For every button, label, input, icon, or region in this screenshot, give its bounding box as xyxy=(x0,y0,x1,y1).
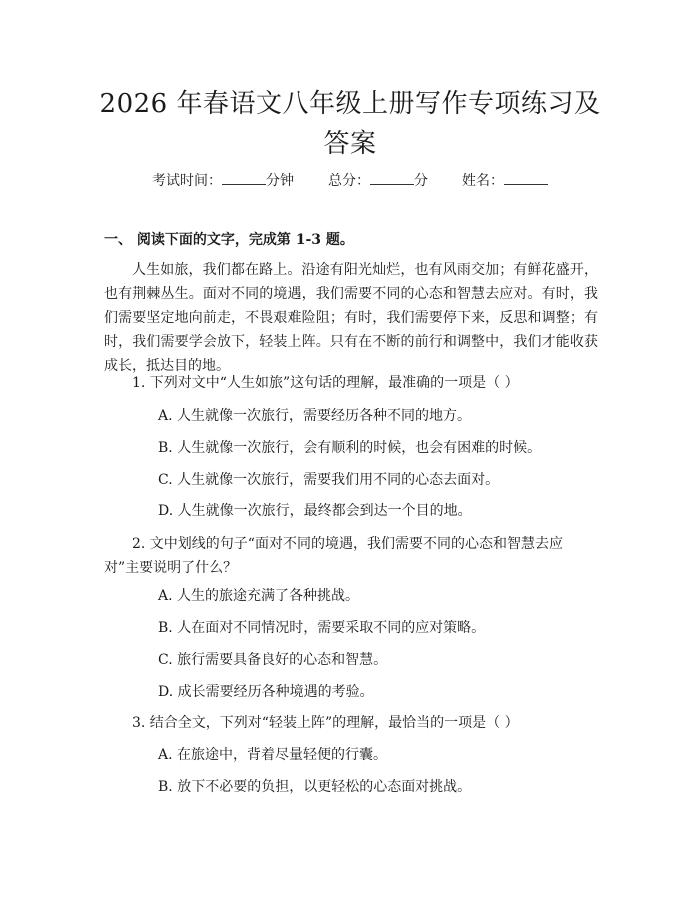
time-unit: 分钟 xyxy=(266,173,294,189)
question-2-option-d: D. 成长需要经历各种境遇的考验。 xyxy=(158,684,374,700)
score-label: 总分： xyxy=(328,173,370,189)
question-1-option-b: B. 人生就像一次旅行，会有顺利的时候，也会有困难的时候。 xyxy=(158,440,542,456)
question-3-option-b: B. 放下不必要的负担，以更轻松的心态面对挑战。 xyxy=(158,779,472,795)
page-title: 2026 年春语文八年级上册写作专项练习及答案 xyxy=(99,89,601,159)
name-label: 姓名： xyxy=(462,173,504,189)
question-1-option-c: C. 人生就像一次旅行，需要我们用不同的心态去面对。 xyxy=(158,472,500,488)
exam-name xyxy=(462,170,548,191)
time-label: 考试时间： xyxy=(152,173,222,189)
question-3-option-a: A. 在旅途中，背着尽量轻便的行囊。 xyxy=(158,747,388,763)
question-3-stem: 3. 结合全文，下列对“轻装上阵”的理解，最恰当的一项是（ ） xyxy=(132,715,519,731)
question-2-option-b: B. 人在面对不同情况时，需要采取不同的应对策略。 xyxy=(158,620,486,636)
question-1-stem: 1. 下列对文中“人生如旅”这句话的理解，最准确的一项是（ ） xyxy=(132,375,519,391)
exam-time xyxy=(152,170,294,191)
score-blank xyxy=(370,170,414,185)
score-unit: 分 xyxy=(414,173,428,189)
time-blank xyxy=(222,170,266,185)
exam-score xyxy=(328,170,428,191)
question-2-stem: 2. 文中划线的句子“面对不同的境遇，我们需要不同的心态和智慧去应对”主要说明了什么？ xyxy=(104,536,563,576)
reading-passage: 人生如旅，我们都在路上。沿途有阳光灿烂，也有风雨交加；有鲜花盛开，也有荆棘丛生。面对不同的境遇，我们需要不同的心态和智慧去应对。有时，我们需要坚定地向前走，不畏艰难险阻；有时，我们需要停下来，反思和调整；有时，我们需要学会放下，轻装上阵。只有在不断的前行和调整中，我们才能收获成长，抵达目的地。 xyxy=(104,262,598,374)
exam-info xyxy=(0,170,700,191)
question-2-option-a: A. 人生的旅途充满了各种挑战。 xyxy=(158,588,360,604)
question-1-option-d: D. 人生就像一次旅行，最终都会到达一个目的地。 xyxy=(158,503,472,519)
name-blank xyxy=(504,170,548,185)
question-1-option-a: A. 人生就像一次旅行，需要经历各种不同的地方。 xyxy=(158,408,472,424)
question-2-option-c: C. 旅行需要具备良好的心态和智慧。 xyxy=(158,652,388,668)
section-heading: 一、 阅读下面的文字，完成第 1-3 题。 xyxy=(104,232,354,248)
